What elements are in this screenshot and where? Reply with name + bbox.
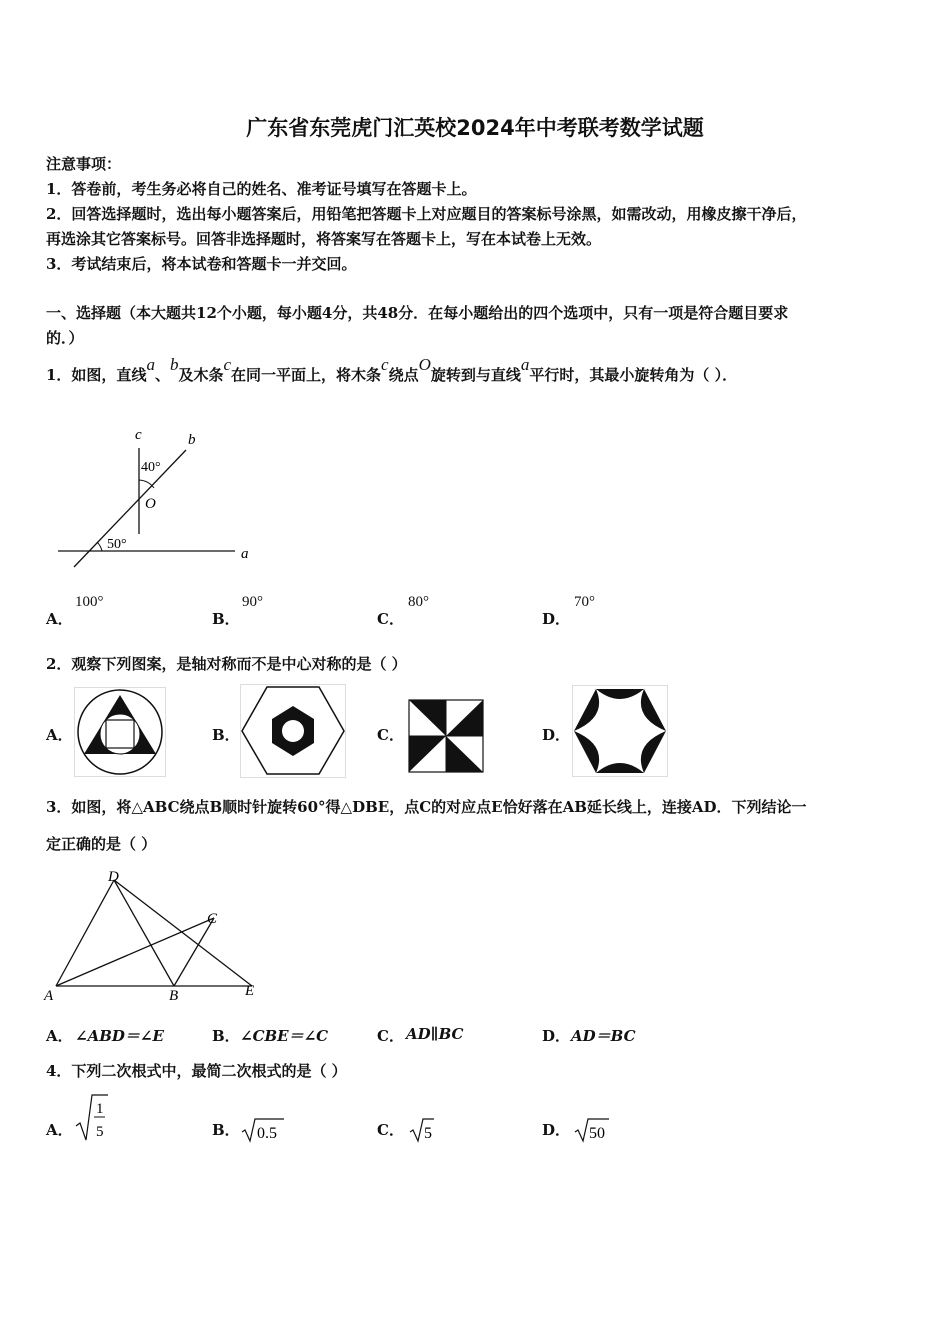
question-2-text: 2．观察下列图案，是轴对称而不是中心对称的是（ ） (46, 655, 407, 673)
notice-item: 1．答卷前，考生务必将自己的姓名、准考证号填写在答题卡上。 (46, 180, 477, 198)
q4-option-b-letter: B． (212, 1121, 240, 1139)
q2-option-c-figure (408, 699, 486, 775)
q4-option-c-value: 5 (424, 1125, 432, 1142)
q4-option-d-radical (573, 1116, 613, 1144)
label-a: a (241, 546, 249, 562)
q4-option-a-numerator: 1 (96, 1101, 104, 1117)
notice-heading: 注意事项： (46, 155, 122, 173)
q4-option-b-value: 0.5 (257, 1125, 277, 1142)
q1-option-b-value: 90° (242, 594, 263, 610)
q3-option-a-letter: A． (46, 1027, 73, 1045)
label-o: O (145, 496, 156, 512)
q2-option-d-figure (572, 685, 668, 777)
q3-option-b-value: ∠CBE＝∠C (240, 1027, 329, 1045)
q4-option-d-value: 50 (589, 1125, 605, 1142)
q4-option-a-letter: A． (46, 1121, 73, 1139)
notice-item: 再选涂其它答案标号。回答非选择题时，将答案写在答题卡上，写在本试卷上无效。 (46, 230, 602, 248)
q4-option-a-denominator: 5 (96, 1124, 104, 1140)
label-c: c (135, 427, 142, 443)
question-1-figure (50, 420, 270, 580)
label-b: b (188, 432, 196, 448)
question-3-text: 3．如图，将△ABC绕点B顺时针旋转60°得△DBE，点C的对应点E恰好落在AB延长线上，连接AD．下列结论一 (46, 798, 807, 816)
question-4-text: 4．下列二次根式中，最简二次根式的是（ ） (46, 1062, 347, 1080)
q1-option-a-letter: A． (46, 610, 73, 628)
q2-option-b-letter: B． (212, 726, 240, 744)
q3-option-b-letter: B． (212, 1027, 240, 1045)
label-b: B (169, 988, 179, 1004)
q4-option-c-radical (408, 1116, 438, 1144)
angle-40-label: 40° (141, 460, 161, 475)
q1-option-c-value: 80° (408, 594, 429, 610)
q2-option-c-letter: C． (377, 726, 404, 744)
q3-option-c-value: AD∥BC (406, 1025, 464, 1043)
q2-option-b-figure (240, 684, 346, 778)
q3-option-d-letter: D． (542, 1027, 571, 1045)
section-heading-cont: 的．） (46, 329, 84, 347)
notice-item: 2．回答选择题时，选出每小题答案后，用铅笔把答题卡上对应题目的答案标号涂黑，如需改动，用橡皮擦干净后， (46, 205, 807, 223)
label-a: A (44, 988, 54, 1004)
label-d: D (108, 869, 119, 885)
q2-option-d-letter: D． (542, 726, 571, 744)
q2-option-a-figure (74, 687, 166, 777)
label-c: C (207, 911, 218, 927)
q1-option-c-letter: C． (377, 610, 404, 628)
q4-option-b-radical (240, 1116, 288, 1144)
angle-50-label: 50° (107, 537, 127, 552)
page-title: 广东省东莞虎门汇英校2024年中考联考数学试题 (246, 116, 704, 140)
question-1-text: 1．如图，直线a、b及木条c在同一平面上，将木条c绕点O旋转到与直线a平行时，其最小旋转角为（ ）． (46, 355, 738, 384)
notice-item: 3．考试结束后，将本试卷和答题卡一并交回。 (46, 255, 357, 273)
q4-option-c-letter: C． (377, 1121, 404, 1139)
q3-option-c-letter: C． (377, 1027, 404, 1045)
q4-option-d-letter: D． (542, 1121, 571, 1139)
section-heading: 一、选择题（本大题共12个小题，每小题4分，共48分．在每小题给出的四个选项中，只有一项是符合题目要求 (46, 304, 789, 322)
q4-option-a-radical (74, 1092, 114, 1144)
q1-option-d-letter: D． (542, 610, 571, 628)
question-3-text-cont: 定正确的是（ ） (46, 835, 157, 853)
q1-option-a-value: 100° (75, 594, 104, 610)
q2-option-a-letter: A． (46, 726, 73, 744)
q1-option-b-letter: B． (212, 610, 240, 628)
label-e: E (245, 983, 255, 999)
q1-option-d-value: 70° (574, 594, 595, 610)
q3-option-d-value: AD＝BC (571, 1027, 636, 1045)
question-3-figure (42, 866, 262, 1006)
q3-option-a-value: ∠ABD＝∠E (75, 1027, 164, 1045)
